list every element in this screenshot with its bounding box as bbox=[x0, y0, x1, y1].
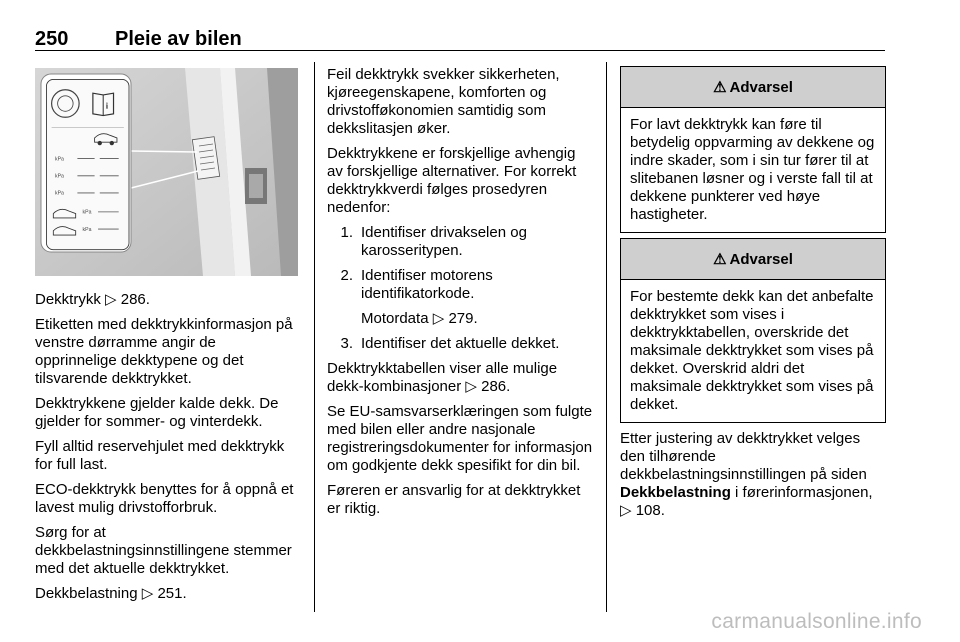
page-title: Pleie av bilen bbox=[115, 28, 242, 50]
warning-header: ⚠ Advarsel bbox=[621, 239, 885, 280]
arrow-ref-icon: ▷ bbox=[105, 291, 117, 308]
arrow-ref-icon: ▷ bbox=[141, 585, 154, 602]
page-number: 250 bbox=[35, 28, 69, 50]
procedure-list bbox=[327, 224, 593, 353]
svg-text:i: i bbox=[105, 100, 109, 111]
para-wrong-pressure: Feil dekktrykk svekker sikkerheten, kjøreegenskapene, komforten og drivstofføkonomien samtidig som dekkslitasjen øker. bbox=[327, 66, 560, 137]
page-header bbox=[35, 28, 242, 51]
svg-text:kPa: kPa bbox=[55, 156, 64, 163]
ref-page-link[interactable]: 279. bbox=[448, 310, 478, 327]
ref-page-link[interactable]: 251. bbox=[157, 585, 187, 602]
list-item: 1. Identifiser drivakselen og karosseritypen. bbox=[340, 224, 527, 259]
arrow-ref-icon: ▷ bbox=[620, 502, 632, 519]
warning-header: ⚠ Advarsel bbox=[621, 67, 885, 108]
para-cold-tires: Dekktrykkene gjelder kalde dekk. De gjelder for sommer- og vinterdekk. bbox=[35, 395, 279, 430]
menu-reference: Dekkbelastning bbox=[620, 484, 731, 501]
ref-tire-load: Dekkbelastning ▷ 251. bbox=[35, 585, 187, 602]
warning-triangle-icon: ⚠ bbox=[713, 251, 727, 268]
list-item-sub: Motordata ▷ 279. bbox=[361, 310, 478, 327]
warning-box-1 bbox=[620, 66, 886, 233]
right-column-text bbox=[620, 430, 888, 527]
ref-tire-pressure: Dekktrykk ▷ 286. bbox=[35, 291, 150, 308]
warning-text: For lavt dekktrykk kan føre til betydelig oppvarming av dekkene og indre skader, som i sin tur fører til at slitebanen løsner og i verste fall til at dekkene punkterer ved høye hastigheter. bbox=[630, 116, 875, 223]
para-procedure: Dekktrykkene er forskjellige avhengig av forskjellige alternativer. For korrekt dekktrykkverdi følges prosedyren nedenfor: bbox=[327, 145, 577, 216]
svg-text:kPa: kPa bbox=[55, 173, 64, 180]
left-column bbox=[35, 291, 301, 610]
para-eu-conformity: Se EU-samsvarserklæringen som fulgte med bilen eller andre nasjonale registreringsdokumenter for informasjon om godkjente dekk spesifikt for din bil. bbox=[327, 403, 593, 474]
warning-text: For bestemte dekk kan det anbefalte dekktrykket som vises i dekktrykktabellen, overskride det maksimale dekktrykket som vises på dekket. Overskrid aldri det maksimale dekktrykket som vises på dekket. bbox=[630, 288, 874, 413]
para-after-adjust: Etter justering av dekktrykket velges den tilhørende dekkbelastningsinnstillingen på siden Dekkbelastning i førerinformasjonen, ▷ 108. bbox=[620, 430, 873, 519]
arrow-ref-icon: ▷ bbox=[465, 378, 477, 395]
para-driver-responsible: Føreren er ansvarlig for at dekktrykket er riktig. bbox=[327, 482, 581, 517]
para-label-info: Etiketten med dekktrykkinformasjon på venstre dørramme angir de opprinnelige dekktypene og det tilsvarende dekktrykket. bbox=[35, 316, 293, 387]
ref-page-link[interactable]: 286. bbox=[481, 378, 511, 395]
para-spare-wheel: Fyll alltid reservehjulet med dekktrykk for full last. bbox=[35, 438, 285, 473]
ref-page-link[interactable]: 286. bbox=[120, 291, 150, 308]
warning-triangle-icon: ⚠ bbox=[713, 79, 727, 96]
tire-label-figure bbox=[35, 68, 298, 276]
list-item: 2. Identifiser motorens identifikatorkode. bbox=[340, 267, 493, 302]
column-divider-2 bbox=[606, 62, 607, 612]
header-rule bbox=[35, 50, 885, 51]
arrow-ref-icon: ▷ bbox=[432, 310, 445, 327]
para-eco-pressure: ECO-dekktrykk benyttes for å oppnå et lavest mulig drivstofforbruk. bbox=[35, 481, 294, 516]
list-item: 3. Identifiser det aktuelle dekket. bbox=[340, 335, 560, 352]
middle-column bbox=[327, 66, 593, 525]
svg-text:kPa: kPa bbox=[55, 190, 64, 197]
warning-box-2 bbox=[620, 238, 886, 423]
watermark: carmanualsonline.info bbox=[711, 610, 922, 633]
column-divider-1 bbox=[314, 62, 315, 612]
svg-text:kPa: kPa bbox=[82, 209, 92, 216]
ref-page-link[interactable]: 108. bbox=[635, 502, 665, 519]
svg-text:kPa: kPa bbox=[82, 226, 92, 233]
para-pressure-table: Dekktrykktabellen viser alle mulige dekk-kombinasjoner ▷ 286. bbox=[327, 360, 558, 395]
para-load-settings: Sørg for at dekkbelastningsinnstillingene stemmer med det aktuelle dekktrykket. bbox=[35, 524, 292, 577]
door-frame-illustration bbox=[35, 68, 298, 276]
